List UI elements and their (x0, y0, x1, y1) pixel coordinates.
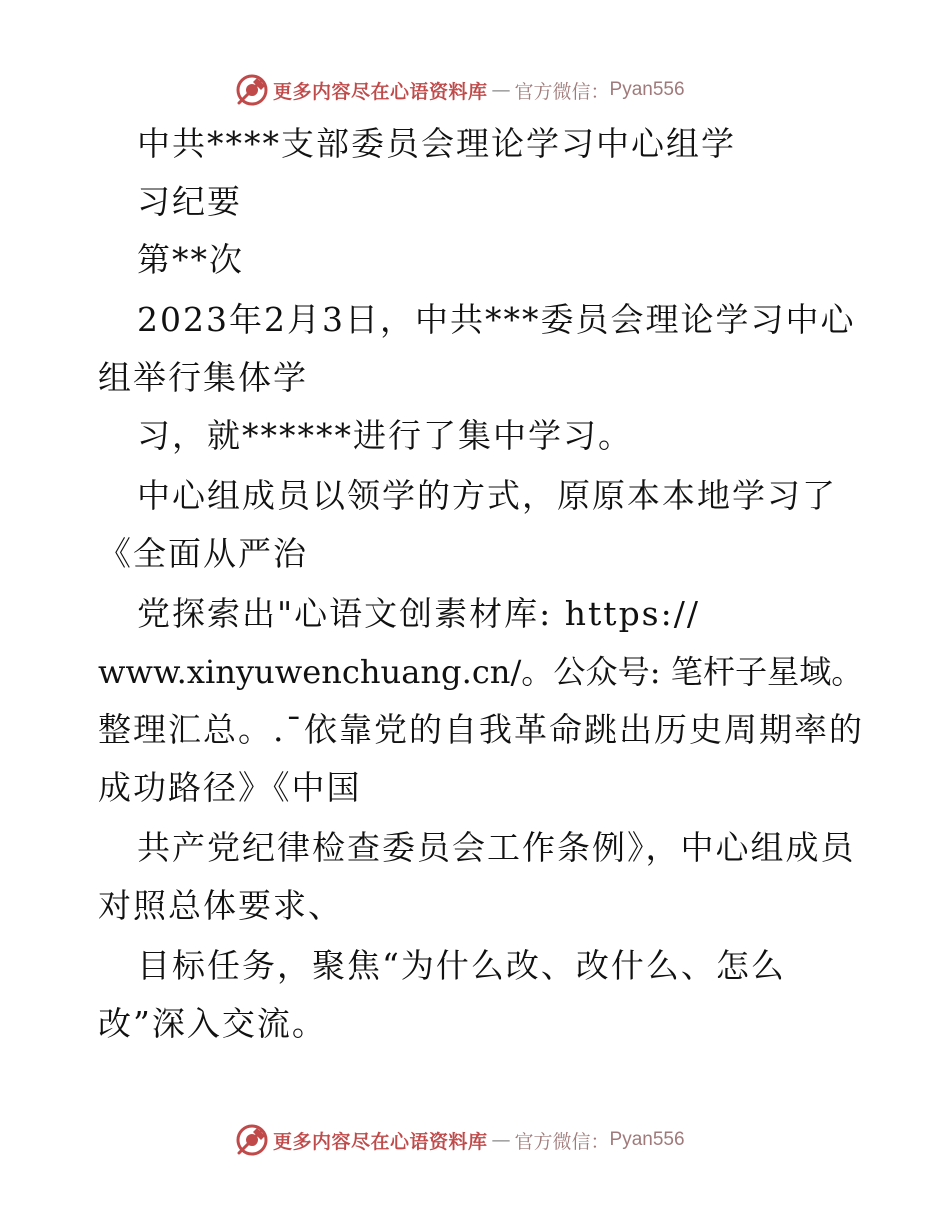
doc-line-6: 习，就******进行了集中学习。 (137, 416, 633, 455)
doc-line-2: 习纪要 (137, 182, 242, 221)
doc-line-9: 党探索出"心语文创素材库: https:// (137, 594, 700, 633)
watermark-site-text: 更多内容尽在心语资料库 (273, 80, 488, 103)
doc-line-13: 共产党纪律检查委员会工作条例》，中心组成员 (137, 828, 856, 867)
doc-line-16: 改”深入交流。 (98, 1004, 327, 1043)
pen-logo-icon (235, 73, 269, 107)
watermark-separator: — (491, 1129, 511, 1151)
doc-line-1: 中共****支部委员会理论学习中心组学 (137, 124, 736, 163)
doc-line-14: 对照总体要求、 (98, 886, 343, 925)
doc-line-7: 中心组成员以领学的方式，原原本本地学习了 (137, 476, 837, 515)
doc-line-11: 整理汇总。.¯依靠党的自我革命跳出历史周期率的 (98, 710, 864, 749)
watermark-banner-bottom (235, 1122, 715, 1158)
doc-line-15: 目标任务，聚焦“为什么改、改什么、怎么 (137, 946, 786, 985)
doc-line-3: 第**次 (137, 240, 244, 279)
doc-line-8: 《全面从严治 (98, 534, 308, 573)
doc-line-10: www.xinyuwenchuang.cn/。公众号: 笔杆子星域。 (98, 653, 864, 691)
doc-line-12: 成功路径》《中国 (98, 768, 362, 807)
watermark-wechat-id: Pyan556 (609, 1129, 685, 1150)
doc-line-5: 组举行集体学 (98, 358, 308, 397)
watermark-banner-top (235, 72, 715, 108)
watermark-wechat-label: 官方微信： (514, 80, 610, 103)
watermark-wechat-label: 官方微信： (514, 1130, 610, 1153)
pen-logo-icon (235, 1123, 269, 1157)
watermark-wechat-id: Pyan556 (609, 79, 685, 100)
doc-line-4: 2023年2月3日，中共***委员会理论学习中心 (137, 300, 856, 339)
watermark-separator: — (491, 79, 511, 101)
watermark-site-text: 更多内容尽在心语资料库 (273, 1130, 488, 1153)
